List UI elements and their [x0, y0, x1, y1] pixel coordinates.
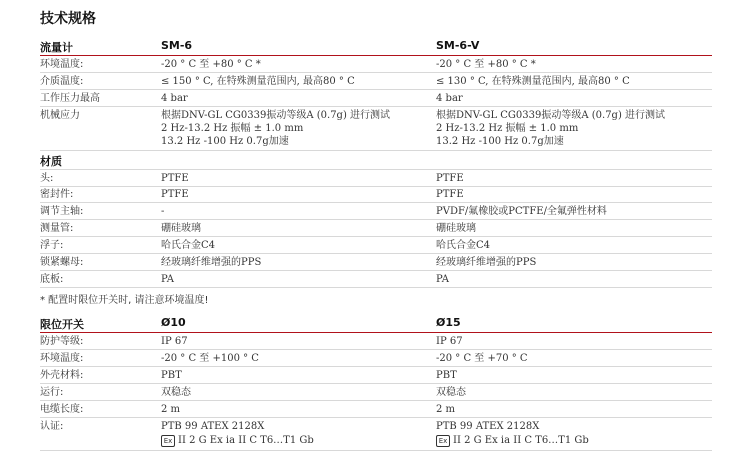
row-value-sm6: ≤ 150 ° C, 在特殊测量范围内, 最高80 ° C: [161, 76, 355, 87]
row-value-d15: PBT: [436, 370, 457, 381]
table-row: [40, 333, 712, 350]
table-row: [40, 350, 712, 367]
limit-switch-header: [40, 314, 712, 333]
row-value-sm6-line1: 根据DNV-GL CG0339振动等级A (0.7g) 进行测试: [161, 110, 391, 121]
row-label: 外壳材料:: [40, 370, 84, 381]
row-value-sm6v: 4 bar: [436, 93, 463, 104]
row-value-sm6v: -20 ° C 至 +80 ° C *: [436, 59, 536, 70]
ex-mark-icon: Ex: [161, 435, 175, 447]
table-row: [40, 237, 712, 254]
table-row: [40, 73, 712, 90]
row-value-sm6v-line1: 根据DNV-GL CG0339振动等级A (0.7g) 进行测试: [436, 110, 666, 121]
row-label: 调节主轴:: [40, 206, 84, 217]
flowmeter-col2-header: SM-6-V: [436, 39, 480, 52]
row-label: 环境温度:: [40, 59, 84, 70]
row-value-d10: -20 ° C 至 +100 ° C: [161, 353, 259, 364]
table-row: [40, 186, 712, 203]
row-value-sm6v-line2: 2 Hz-13.2 Hz 振幅 ± 1.0 mm: [436, 123, 579, 134]
row-value-sm6v: ≤ 130 ° C, 在特殊测量范围内, 最高80 ° C: [436, 76, 630, 87]
row-value-d15: IP 67: [436, 336, 463, 347]
row-value-sm6: PTFE: [161, 173, 189, 184]
row-label: 环境温度:: [40, 353, 84, 364]
flowmeter-header-label: 流量计: [40, 41, 73, 54]
table-row: [40, 56, 712, 73]
row-label: 防护等级:: [40, 336, 84, 347]
row-value-sm6v: PTFE: [436, 173, 464, 184]
row-value-sm6v: PTFE: [436, 189, 464, 200]
table-row: [40, 169, 712, 187]
materials-header: 材质: [40, 155, 62, 168]
row-value-d15-line2: [436, 434, 589, 447]
row-value-sm6: PA: [161, 274, 175, 285]
row-value-sm6: 哈氏合金C4: [161, 240, 216, 251]
row-value-d15: 双稳态: [436, 387, 466, 398]
row-label: 浮子:: [40, 240, 64, 251]
limit-switch-header-label: 限位开关: [40, 318, 84, 331]
table-row: [40, 271, 712, 288]
row-value-d15: 2 m: [436, 404, 456, 415]
row-label: 测量管:: [40, 223, 74, 234]
row-value-sm6v: PA: [436, 274, 450, 285]
table-row: [40, 367, 712, 384]
row-value-sm6v: 经玻璃纤维增强的PPS: [436, 257, 537, 268]
table-row: [40, 220, 712, 237]
footnote: * 配置时限位开关时, 请注意环境温度!: [40, 295, 209, 306]
row-label: 介质温度:: [40, 76, 84, 87]
row-value-d10: IP 67: [161, 336, 188, 347]
limit-switch-col2-header: Ø15: [436, 316, 461, 329]
table-row: [40, 401, 712, 418]
row-label: 机械应力: [40, 110, 80, 121]
table-row: [40, 418, 712, 451]
row-value-d10-line1: PTB 99 ATEX 2128X: [161, 421, 265, 432]
row-value-sm6: PTFE: [161, 189, 189, 200]
row-value-sm6-line3: 13.2 Hz -100 Hz 0.7g加速: [161, 136, 289, 147]
flowmeter-header: [40, 37, 712, 56]
row-value-sm6v-line3: 13.2 Hz -100 Hz 0.7g加速: [436, 136, 564, 147]
table-row: [40, 254, 712, 271]
limit-switch-col1-header: Ø10: [161, 316, 186, 329]
ex-mark-icon: Ex: [436, 435, 450, 447]
row-value-d10-line2: [161, 434, 314, 447]
row-value-d10: 双稳态: [161, 387, 191, 398]
row-value-d15: -20 ° C 至 +70 ° C: [436, 353, 528, 364]
flowmeter-col1-header: SM-6: [161, 39, 193, 52]
row-value-sm6: -: [161, 206, 165, 217]
table-row: [40, 90, 712, 107]
row-label: 电缆长度:: [40, 404, 84, 415]
row-value-sm6-line2: 2 Hz-13.2 Hz 振幅 ± 1.0 mm: [161, 123, 304, 134]
row-value-d10: 2 m: [161, 404, 181, 415]
row-label: 锁紧螺母:: [40, 257, 84, 268]
row-label: 工作压力最高: [40, 93, 100, 104]
table-row: [40, 384, 712, 401]
row-value-sm6: 4 bar: [161, 93, 188, 104]
atex-marking: II 2 G Ex ia II C T6…T1 Gb: [453, 435, 589, 446]
row-value-sm6v: 哈氏合金C4: [436, 240, 491, 251]
table-row: [40, 203, 712, 220]
atex-marking: II 2 G Ex ia II C T6…T1 Gb: [178, 435, 314, 446]
row-value-sm6v: PVDF/氟橡胶或PCTFE/全氟弹性材料: [436, 206, 607, 217]
row-label: 底板:: [40, 274, 64, 285]
row-label: 认证:: [40, 421, 64, 432]
row-value-d10: PBT: [161, 370, 182, 381]
row-label: 头:: [40, 173, 54, 184]
row-label: 运行:: [40, 387, 64, 398]
table-row: [40, 107, 712, 151]
row-value-sm6: 硼硅玻璃: [161, 223, 201, 234]
page-title: 技术规格: [40, 11, 96, 27]
row-value-sm6v: 硼硅玻璃: [436, 223, 476, 234]
row-value-sm6: 经玻璃纤维增强的PPS: [161, 257, 262, 268]
row-label: 密封件:: [40, 189, 74, 200]
row-value-sm6: -20 ° C 至 +80 ° C *: [161, 59, 261, 70]
row-value-d15-line1: PTB 99 ATEX 2128X: [436, 421, 540, 432]
